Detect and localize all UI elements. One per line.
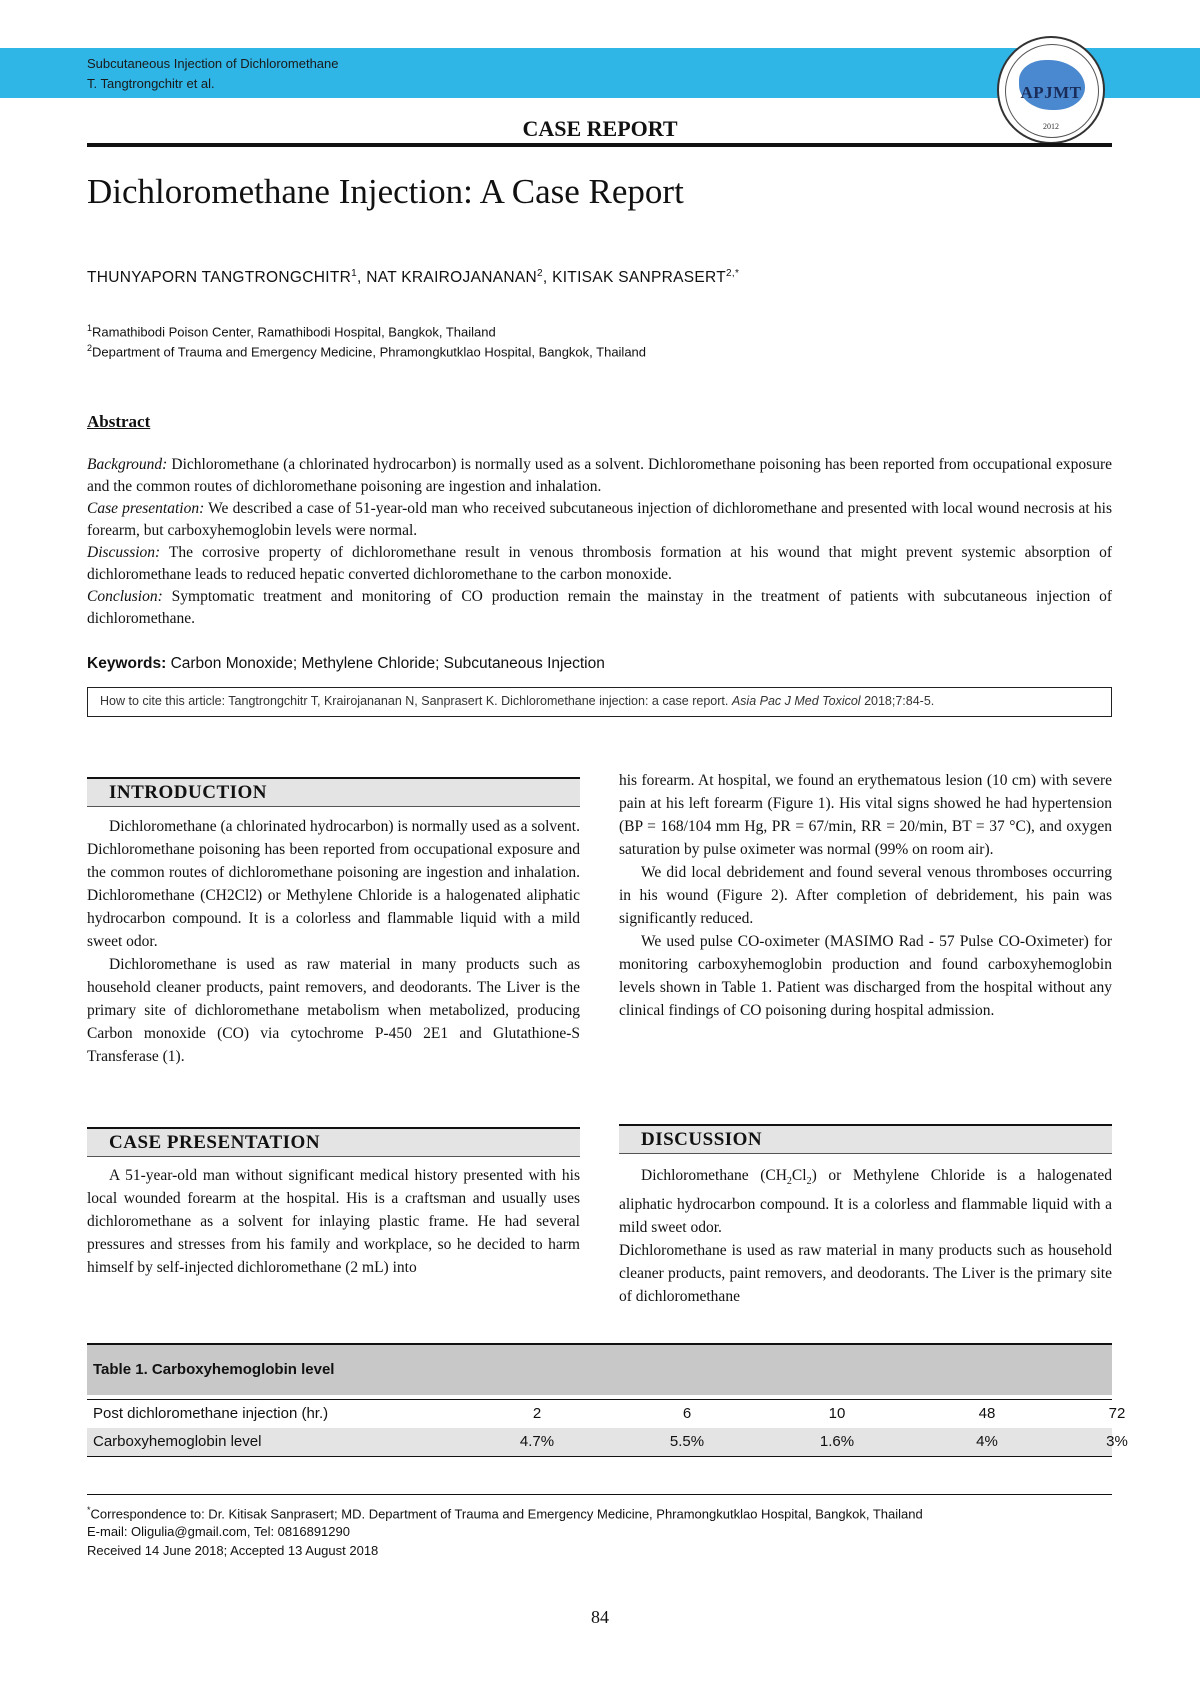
- article-type-rule: [87, 143, 1112, 145]
- abstract-background: Background: Dichloromethane (a chlorinated hydrocarbon) is normally used as a solvent. Dichloromethane poisoning has been reported from occupational exposure and the common routes of dichloromethane poisoning are ingestion and inhalation.: [87, 456, 1112, 495]
- abstract-conclusion: Conclusion: Symptomatic treatment and monitoring of CO production remain the mainstay in the treatment of patients with subcutaneous injection of dichloromethane.: [87, 588, 1113, 627]
- logo-text: APJMT: [1020, 83, 1082, 102]
- running-title: Subcutaneous Injection of Dichloromethane: [87, 56, 339, 71]
- table-row: Carboxyhemoglobin level 4.7% 5.5% 1.6% 4% 3%: [87, 1428, 1112, 1457]
- table-row: Post dichloromethane injection (hr.) 2 6 10 48 72: [87, 1399, 1112, 1428]
- contact: E-mail: Oligulia@gmail.com, Tel: 0816891290: [87, 1524, 350, 1539]
- introduction-body: Dichloromethane (a chlorinated hydrocarbon) is normally used as a solvent. Dichloromethane poisoning has been reported from occupational exposure and the common routes of dichloromethane poisoning are ingestion and inhalation. Dichloromethane (CH2Cl2) or Methylene Chloride is a halogenated aliphatic hydrocarbon compound. It is a colorless and flammable liquid with a mild sweet odor. Dichloromethane is used as raw material in many products such as household cleaner products, paint removers, and deodorants. The Liver is the primary site of dichloromethane metabolism when metabolized, producing Carbon monoxide (CO) via cytochrome P-450 2E1 and Glutathione-S Transferase (1).: [87, 818, 580, 1065]
- author-name: NAT KRAIROJANANAN: [366, 269, 537, 287]
- abstract-body: [87, 454, 1112, 630]
- discussion-body: Dichloromethane $(CH_2Cl_2)$ or Methylene Chloride is a halogenated aliphatic hydrocarbon compound. It is a colorless and flammable liquid with a mild sweet odor. Dichloromethane is used as raw material in many products such as household cleaner products, paint removers, and deodorants. The Liver is the primary site of dichloromethane: [619, 1167, 1113, 1306]
- section-heading-introduction: INTRODUCTION: [87, 777, 580, 807]
- abstract-discussion: Discussion: The corrosive property of dichloromethane result in venous thrombosis formation at his wound that might prevent systemic absorption of dichloromethane leads to reduced hepatic converted dichloromethane to the carbon monoxide.: [87, 544, 1112, 583]
- case-presentation-continued: his forearm. At hospital, we found an erythematous lesion (10 cm) with severe pain at his left forearm (Figure 1). His vital signs showed he had hypertension (BP = 168/104 mm Hg, PR = 67/min, RR = 20/min, BT = 37 °C), and oxygen saturation by pulse oximeter was normal (99% on room air). We did local debridement and found several venous thromboses occurring in his wound (Figure 2). After completion of debridement, his pain was significantly reduced. We used pulse CO-oximeter (MASIMO Rad - 57 Pulse CO-Oximeter) for monitoring carboxyhemoglobin production and found carboxyhemoglobin levels shown in Table 1. Patient was discharged from the hospital without any clinical findings of CO poisoning during hospital admission.: [619, 772, 1112, 1019]
- author-name: THUNYAPORN TANGTRONGCHITR: [87, 269, 352, 287]
- article-type: CASE REPORT: [522, 116, 678, 141]
- affiliation: $^2$Department of Trauma and Emergency Medicine, Phramongkutklao Hospital, Bangkok, Thailand: [87, 343, 647, 360]
- section-heading-case-presentation: CASE PRESENTATION: [87, 1127, 580, 1157]
- running-authors: T. Tangtrongchitr et al.: [87, 76, 215, 91]
- affiliation: $^1$Ramathibodi Poison Center, Ramathibodi Hospital, Bangkok, Thailand: [87, 323, 496, 340]
- logo-year: 2012: [1043, 122, 1059, 131]
- abstract-heading: Abstract: [87, 412, 151, 431]
- received-dates: Received 14 June 2018; Accepted 13 August 2018: [87, 1543, 379, 1558]
- footnote-rule: [87, 1494, 1112, 1495]
- section-heading-discussion: DISCUSSION: [619, 1124, 1112, 1154]
- article-title: Dichloromethane Injection: A Case Report: [87, 172, 684, 211]
- case-presentation-body: A 51-year-old man without significant medical history presented with his local wounded forearm at the hospital. His is a craftsman and usually uses dichloromethane as a solvent for inlaying plastic frame. He had several pressures and stresses from his family and workplace, so he decided to harm himself by self-injected dichloromethane (2 mL) into: [87, 1167, 580, 1276]
- author-list: THUNYAPORN TANGTRONGCHITR$^1$, NAT KRAIROJANANAN$^2$, KITISAK $SANPRASERT^{2,*}$: [87, 268, 740, 287]
- citation-box: How to cite this article: Tangtrongchitr T, Krairojananan N, Sanprasert K. Dichloromethane injection: a case report. Asia Pac J Med Toxicol 2018;7:84-5.: [87, 687, 1112, 717]
- correspondence: *Correspondence to: Dr. Kitisak Sanprasert; MD. Department of Trauma and Emergency Medicine, Phramongkutklao Hospital, Bangkok, Thailand: [87, 1505, 923, 1522]
- top-rule: [87, 145, 1112, 147]
- author-name: KITISAK SANPRASERT: [552, 269, 727, 287]
- carboxyhemoglobin-table: [87, 1343, 1128, 1457]
- abstract-case: Case presentation: We described a case of 51-year-old man who received subcutaneous injection of dichloromethane and presented with local wound necrosis at his forearm, but carboxyhemoglobin levels were normal.: [87, 500, 1112, 539]
- table-caption: Table 1. Carboxyhemoglobin level: [87, 1343, 1112, 1395]
- page-number: 84: [591, 1607, 609, 1627]
- keywords: Keywords: Carbon Monoxide; Methylene Chloride; Subcutaneous Injection: [87, 655, 605, 672]
